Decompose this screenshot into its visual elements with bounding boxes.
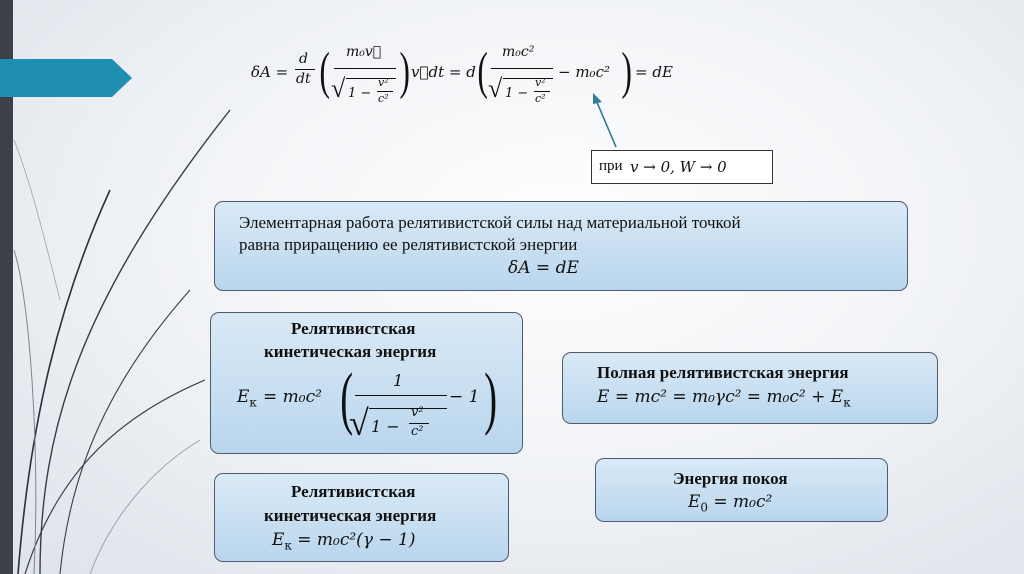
paren-right-2: ) — [621, 43, 632, 100]
sqrt-sign: √ — [488, 74, 503, 103]
formula-dt: dt — [296, 71, 311, 87]
paren-right: ) — [484, 360, 498, 437]
full-energy-title: Полная релятивистская энергия — [597, 363, 849, 382]
full-energy-formula: $E = mc^2 = m_0\gamma c^2 = m_0c^2 + E_к$ — [597, 387, 851, 410]
one-minus: 1 − — [505, 86, 529, 101]
paren-left-2: ( — [477, 43, 488, 100]
sqrt-sign: √ — [331, 74, 346, 103]
paren-right: ) — [399, 43, 410, 100]
rest-energy-box — [595, 458, 888, 522]
formula-d: d — [299, 51, 308, 67]
paren-left: ( — [319, 43, 330, 100]
v2: v² — [378, 76, 389, 89]
formula-vdt: v⃗dt = d — [411, 63, 476, 81]
kinetic2-formula: $E_к = m_0c^2(\gamma - 1)$ — [272, 530, 416, 553]
fraction-bar — [295, 69, 315, 70]
full-energy-box — [562, 352, 938, 424]
kinetic-eq: = m₀c² — [263, 387, 322, 407]
sqrt-bar — [369, 408, 447, 409]
formula-lhs: δA = — [251, 63, 289, 81]
rest-energy-title: Энергия покоя — [673, 469, 788, 488]
kinetic-title-line2: кинетическая энергия — [264, 342, 437, 361]
work-energy-box — [214, 201, 908, 291]
formula-minus-m0c2: − m₀c² — [558, 63, 610, 81]
sqrt-sign: √ — [349, 403, 369, 443]
paren-left: ( — [340, 360, 354, 437]
v2: v² — [411, 405, 424, 420]
kinetic-energy-box-2 — [214, 473, 509, 562]
work-text-line1: Элементарная работа релятивистской силы над материальной точкой — [239, 213, 741, 232]
formula-rhs: = dE — [635, 63, 673, 81]
kinetic2-title-line1: Релятивистская — [291, 482, 416, 501]
fraction-bar — [334, 68, 396, 69]
one-minus: 1 − — [371, 417, 400, 436]
work-formula: δA = dE — [508, 258, 579, 278]
v2: v² — [535, 76, 546, 89]
c2: c² — [411, 424, 424, 439]
kinetic-energy-box-1 — [210, 312, 523, 454]
fraction-bar — [355, 395, 447, 396]
c2: c² — [535, 92, 546, 105]
kinetic-one: 1 — [393, 371, 404, 390]
kinetic2-title-line2: кинетическая энергия — [264, 506, 437, 525]
kinetic-lhs: $E_к$ — [237, 387, 257, 410]
formula-m0v: m₀v⃗ — [346, 44, 382, 60]
rest-energy-formula: $E_0 = m_0c^2$ — [688, 492, 773, 515]
limit-note — [591, 150, 773, 184]
kinetic-title-line1: Релятивистская — [291, 319, 416, 338]
one-minus: 1 − — [348, 86, 372, 101]
limit-formula: v → 0, W → 0 — [630, 158, 727, 176]
c2: c² — [378, 92, 389, 105]
decorative-curves — [0, 0, 240, 574]
formula-m0c2: m₀c² — [502, 44, 535, 60]
work-text-line2: равна приращению ее релятивистской энергии — [239, 235, 578, 254]
kinetic-minus-one: − 1 — [449, 387, 480, 407]
limit-prefix: при — [599, 158, 623, 174]
fraction-bar — [491, 68, 553, 69]
pointer-arrow-icon — [590, 92, 620, 150]
